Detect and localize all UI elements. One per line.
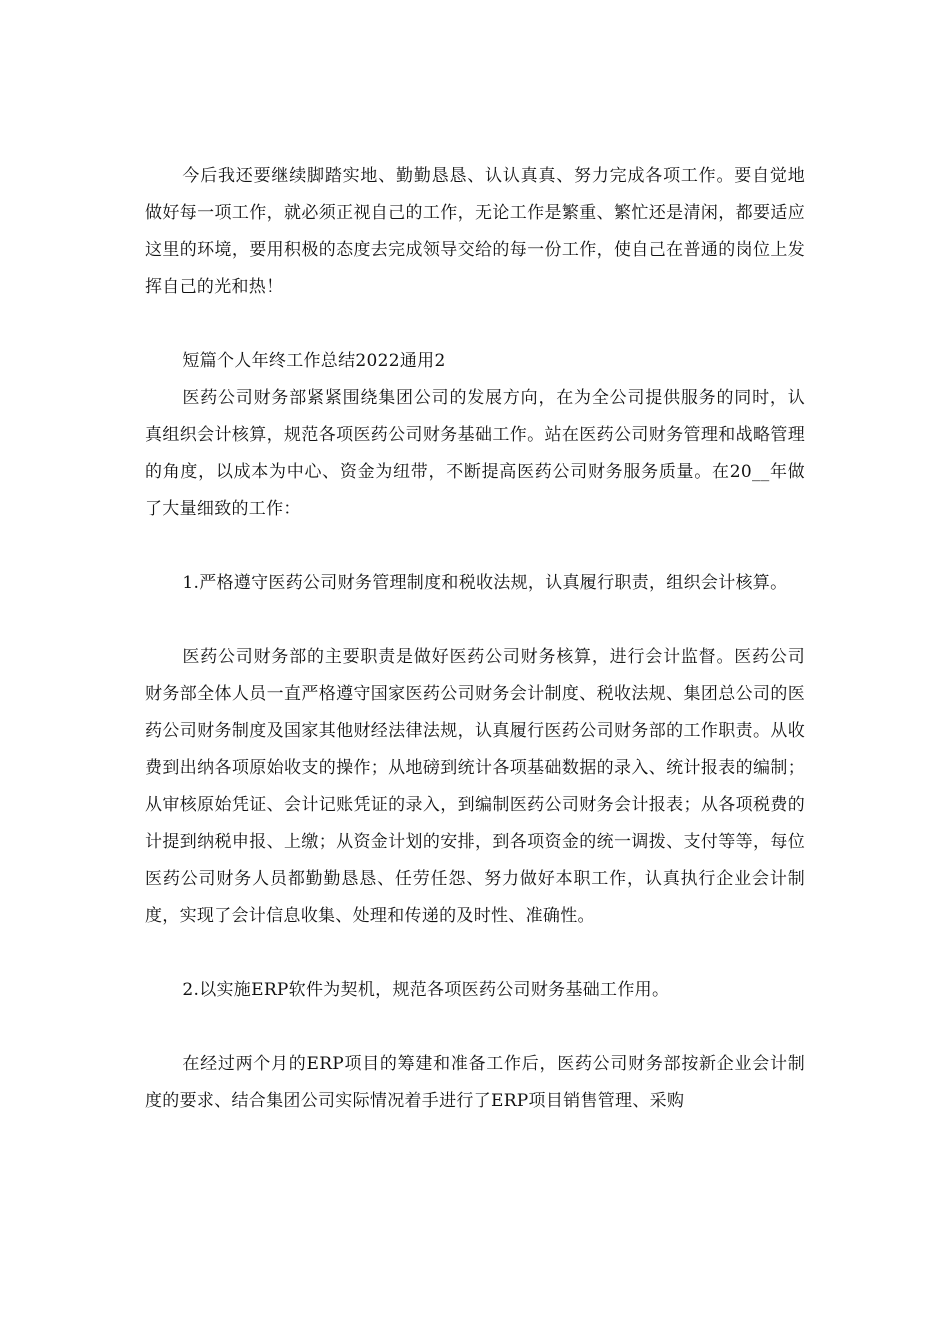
paragraph-duties: 医药公司财务部的主要职责是做好医药公司财务核算，进行会计监督。医药公司财务部全体人员一直严格遵守国家医药公司财务会计制度、税收法规、集团总公司的医药公司财务制度及国家其他财经法律法规，认真履行医药公司财务部的工作职责。从收费到出纳各项原始收支的操作；从地磅到统计各项基础数据的录入、统计报表的编制；从审核原始凭证、会计记账凭证的录入，到编制医药公司财务会计报表；从各项税费的计提到纳税申报、上缴；从资金计划的安排，到各项资金的统一调拨、支付等等，每位医药公司财务人员都勤勤恳恳、任劳任怨、努力做好本职工作，认真执行企业会计制度，实现了会计信息收集、处理和传递的及时性、准确性。 xyxy=(145,647,805,926)
paragraph-closing: 今后我还要继续脚踏实地、勤勤恳恳、认认真真、努力完成各项工作。要自觉地做好每一项工作，就必须正视自己的工作，无论工作是繁重、繁忙还是清闲，都要适应这里的环境，要用积极的态度去完成领导交给的每一份工作，使自己在普通的岗位上发挥自己的光和热！ xyxy=(145,166,805,297)
numbered-heading-1: 1.严格遵守医药公司财务管理制度和税收法规，认真履行职责，组织会计核算。 xyxy=(182,573,788,593)
paragraph-spacer xyxy=(145,935,805,972)
paragraph-spacer xyxy=(145,528,805,565)
paragraph-spacer xyxy=(145,602,805,639)
section-heading: 短篇个人年终工作总结2022通用2 xyxy=(182,351,446,371)
numbered-heading-2: 2.以实施ERP软件为契机，规范各项医药公司财务基础工作用。 xyxy=(182,980,670,1000)
paragraph-spacer xyxy=(145,306,805,343)
document-body xyxy=(145,158,805,1120)
paragraph-intro: 医药公司财务部紧紧围绕集团公司的发展方向，在为全公司提供服务的同时，认真组织会计核算，规范各项医药公司财务基础工作。站在医药公司财务管理和战略管理的角度，以成本为中心、资金为纽带，不断提高医药公司财务服务质量。在20__年做了大量细致的工作： xyxy=(145,388,805,519)
paragraph-erp: 在经过两个月的ERP项目的筹建和准备工作后，医药公司财务部按新企业会计制度的要求、结合集团公司实际情况着手进行了ERP项目销售管理、采购 xyxy=(145,1054,805,1111)
paragraph-spacer xyxy=(145,1009,805,1046)
